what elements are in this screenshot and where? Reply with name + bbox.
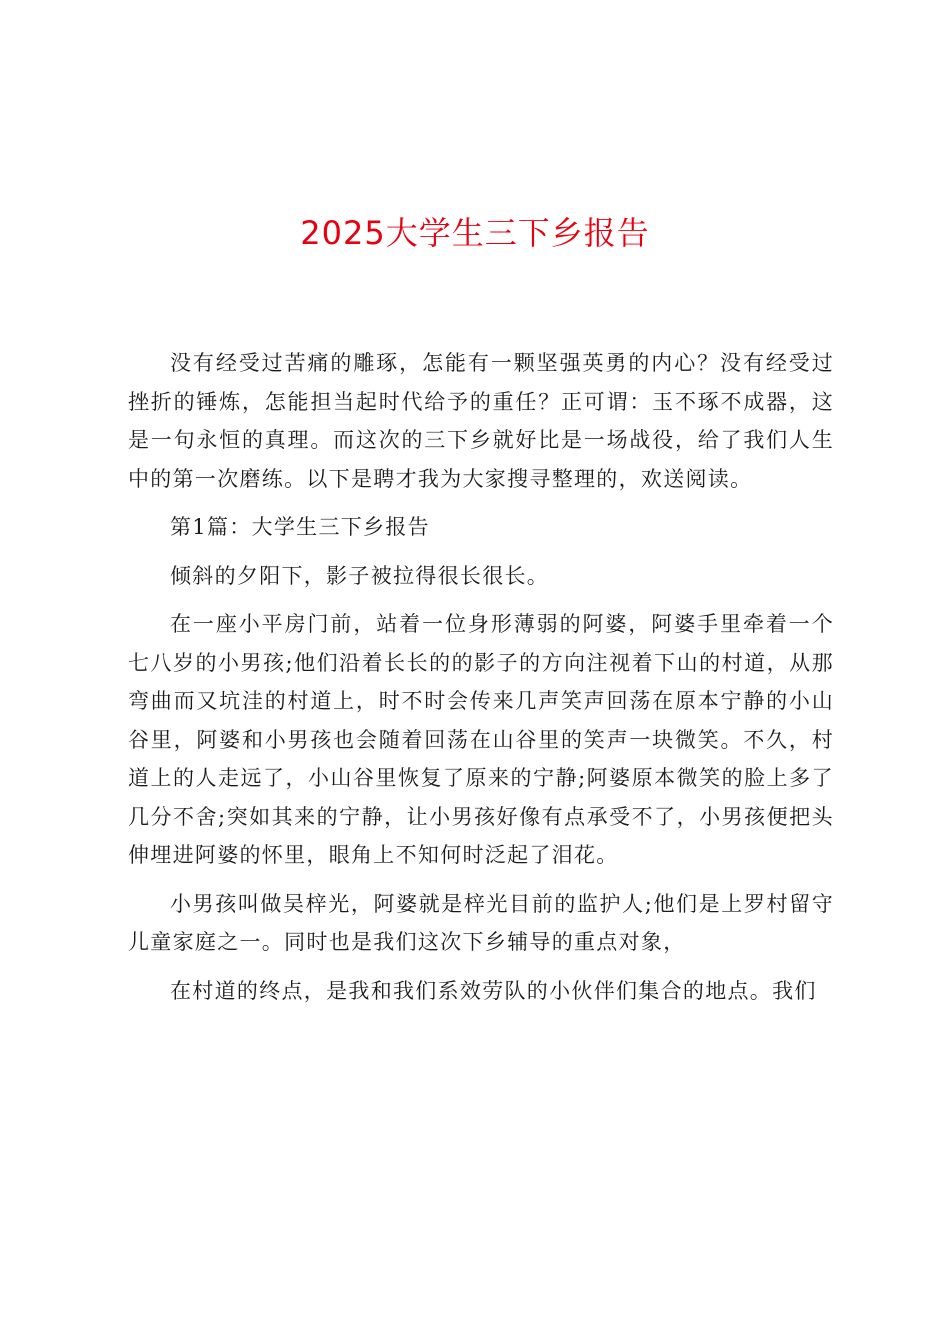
body-paragraph: 在一座小平房门前，站着一位身形薄弱的阿婆，阿婆手里牵着一个七八岁的小男孩;他们沿着长长的的影子的方向注视着下山的村道，从那弯曲而又坑洼的村道上，时不时会传来几声笑声回荡在原本宁静的小山谷里，阿婆和小男孩也会随着回荡在山谷里的笑声一块微笑。不久，村道上的人走远了，小山谷里恢复了原来的宁静;阿婆原本微笑的脸上多了几分不舍;突如其来的宁静，让小男孩好像有点承受不了，小男孩便把头伸埋进阿婆的怀里，眼角上不知何时泛起了泪花。 [128,612,834,867]
body-paragraph: 倾斜的夕阳下，影子被拉得很长很长。 [170,563,550,588]
document-body [128,344,834,1010]
section-heading: 第1篇：大学生三下乡报告 [170,515,430,539]
body-paragraph: 在村道的终点，是我和我们系效劳队的小伙伴们集合的地点。我们 [170,978,817,1003]
body-paragraph: 小男孩叫做吴梓光，阿婆就是梓光目前的监护人;他们是上罗村留守儿童家庭之一。同时也是我们这次下乡辅导的重点对象， [128,891,834,954]
intro-paragraph: 没有经受过苦痛的雕琢，怎能有一颗坚强英勇的内心？没有经受过挫折的锤炼，怎能担当起时代给予的重任？正可谓：玉不琢不成器，这是一句永恒的真理。而这次的三下乡就好比是一场战役，给了我们人生中的第一次磨练。以下是聘才我为大家搜寻整理的，欢送阅读。 [128,351,834,491]
document-title: 2025大学生三下乡报告 [300,214,650,252]
